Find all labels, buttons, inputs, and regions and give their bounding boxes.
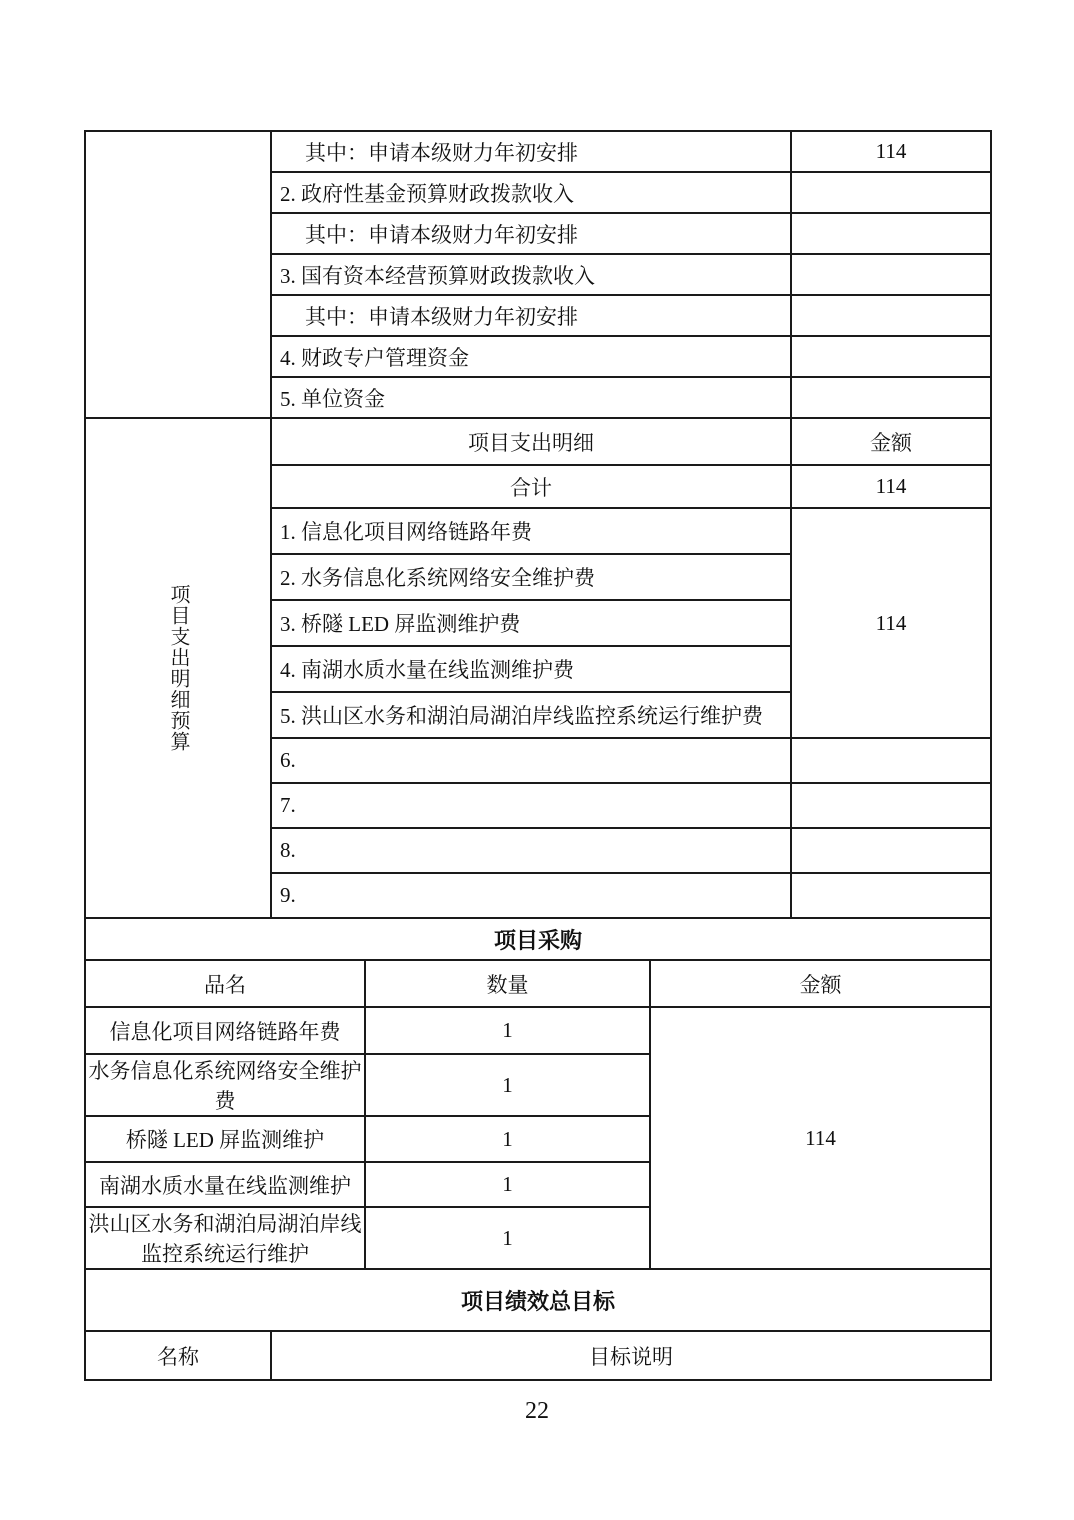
expense-header-row (85, 418, 991, 465)
expense-side-label-cell (85, 418, 271, 918)
expense-amount-header: 金额 (791, 418, 991, 465)
expense-item-label: 6. (271, 738, 791, 783)
procurement-item-name: 南湖水质水量在线监测维护 (85, 1162, 365, 1207)
performance-header-row (85, 1331, 991, 1380)
expense-item-label: 7. (271, 783, 791, 828)
page-number: 22 (525, 1398, 549, 1424)
expense-detail-header: 项目支出明细 (271, 418, 791, 465)
funding-label: 5. 单位资金 (271, 377, 791, 418)
procurement-item-quantity: 1 (365, 1116, 650, 1162)
funding-side-cell-empty (85, 131, 271, 418)
funding-label: 3. 国有资本经营预算财政拨款收入 (271, 254, 791, 295)
expense-item-label: 5. 洪山区水务和湖泊局湖泊岸线监控系统运行维护费 (271, 692, 791, 738)
funding-amount (791, 254, 991, 295)
funding-label: 其中：申请本级财力年初安排 (271, 131, 791, 172)
funding-label: 其中：申请本级财力年初安排 (271, 295, 791, 336)
performance-col-name: 名称 (85, 1331, 271, 1380)
expense-empty-amount (791, 828, 991, 873)
expense-empty-amount (791, 783, 991, 828)
funding-amount (791, 377, 991, 418)
expense-total-amount: 114 (791, 465, 991, 508)
funding-amount (791, 172, 991, 213)
procurement-item-name: 水务信息化系统网络安全维护费 (85, 1054, 365, 1116)
expense-item-label: 4. 南湖水质水量在线监测维护费 (271, 646, 791, 692)
procurement-title: 项目采购 (85, 918, 991, 960)
procurement-row (85, 1007, 991, 1054)
funding-amount (791, 336, 991, 377)
budget-table (84, 130, 992, 1381)
expense-side-label: 项目支出明细预算 (167, 584, 189, 752)
funding-label: 其中：申请本级财力年初安排 (271, 213, 791, 254)
performance-title: 项目绩效总目标 (85, 1269, 991, 1331)
expense-item-label: 1. 信息化项目网络链路年费 (271, 508, 791, 554)
funding-label: 4. 财政专户管理资金 (271, 336, 791, 377)
procurement-item-quantity: 1 (365, 1007, 650, 1054)
funding-amount (791, 295, 991, 336)
procurement-item-name: 洪山区水务和湖泊局湖泊岸线监控系统运行维护 (85, 1207, 365, 1269)
procurement-item-quantity: 1 (365, 1162, 650, 1207)
procurement-item-name: 信息化项目网络链路年费 (85, 1007, 365, 1054)
procurement-item-name: 桥隧 LED 屏监测维护 (85, 1116, 365, 1162)
expense-total-label: 合计 (271, 465, 791, 508)
procurement-item-quantity: 1 (365, 1207, 650, 1269)
funding-amount (791, 213, 991, 254)
procurement-header-row (85, 960, 991, 1007)
expense-item-label: 8. (271, 828, 791, 873)
procurement-item-quantity: 1 (365, 1054, 650, 1116)
expense-item-label: 9. (271, 873, 791, 918)
funding-amount: 114 (791, 131, 991, 172)
procurement-merged-amount: 114 (650, 1007, 991, 1269)
funding-row (85, 131, 991, 172)
expense-item-label: 2. 水务信息化系统网络安全维护费 (271, 554, 791, 600)
procurement-col-amount: 金额 (650, 960, 991, 1007)
performance-col-description: 目标说明 (271, 1331, 991, 1380)
performance-title-row (85, 1269, 991, 1331)
expense-empty-amount (791, 873, 991, 918)
procurement-col-quantity: 数量 (365, 960, 650, 1007)
funding-label: 2. 政府性基金预算财政拨款收入 (271, 172, 791, 213)
procurement-title-row (85, 918, 991, 960)
expense-item-label: 3. 桥隧 LED 屏监测维护费 (271, 600, 791, 646)
expense-merged-amount: 114 (791, 508, 991, 738)
expense-empty-amount (791, 738, 991, 783)
procurement-col-name: 品名 (85, 960, 365, 1007)
